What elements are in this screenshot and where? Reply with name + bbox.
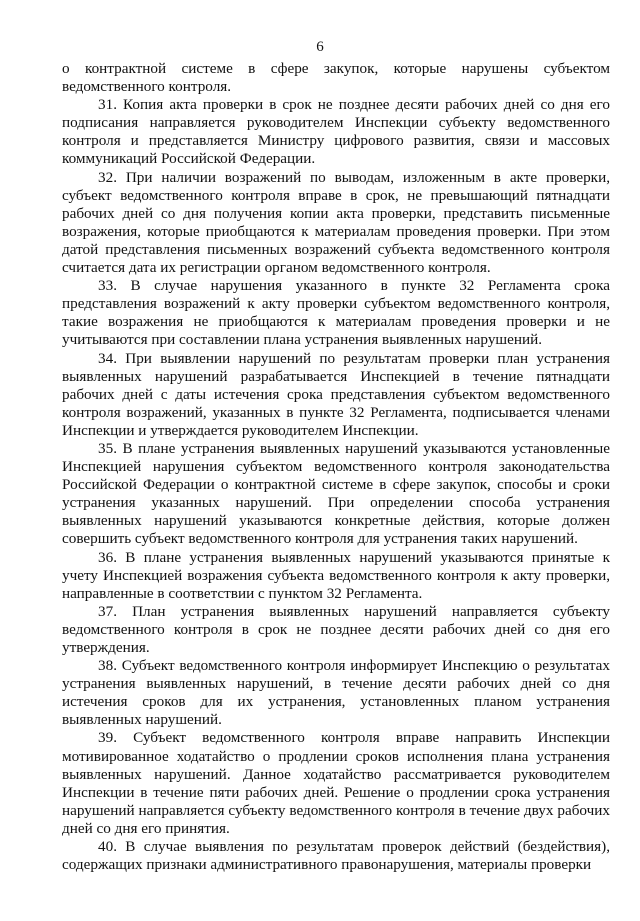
paragraph-36: 36. В плане устранения выявленных нарушений указываются принятые к учету Инспекцией возражения субъекта ведомственного контроля к акту проверки, направленные в соответствии с пунктом 32 Регламента. xyxy=(62,548,610,602)
paragraph-32: 32. При наличии возражений по выводам, изложенным в акте проверки, субъект ведомственного контроля вправе в срок, не превышающий пятнадцати рабочих дней со дня получения копии акта проверки, представить письменные возражения, которые приобщаются к материалам проведения проверки. При этом датой представления письменных возражений субъекта ведомственного контроля считается дата их регистрации органом ведомственного контроля. xyxy=(62,168,610,277)
paragraph-39: 39. Субъект ведомственного контроля вправе направить Инспекции мотивированное ходатайство о продлении сроков исполнения плана устранения выявленных нарушений. Данное ходатайство рассматривается руководителем Инспекции в течение пяти рабочих дней. Решение о продлении срока устранения нарушений направляется субъекту ведомственного контроля в течение двух рабочих дней со дня его принятия. xyxy=(62,729,610,837)
paragraph-40: 40. В случае выявления по результатам проверок действий (бездействия), содержащих признаки административного правонарушения, материалы проверки xyxy=(62,838,610,874)
page-number: 6 xyxy=(316,39,324,55)
document-body xyxy=(62,60,610,874)
paragraph-31: 31. Копия акта проверки в срок не позднее десяти рабочих дней со дня его подписания направляется руководителем Инспекции субъекту ведомственного контроля и представляется Министру цифрового развития, связи и массовых коммуникаций Российской Федерации. xyxy=(62,96,610,168)
paragraph-33: 33. В случае нарушения указанного в пункте 32 Регламента срока представления возражений к акту проверки субъектом ведомственного контроля, такие возражения не приобщаются к материалам проведения проверки и не учитываются при составлении плана устранения выявленных нарушений. xyxy=(62,277,610,349)
paragraph-37: 37. План устранения выявленных нарушений направляется субъекту ведомственного контроля в срок не позднее десяти рабочих дней со дня его утверждения. xyxy=(62,602,610,656)
paragraph-38: 38. Субъект ведомственного контроля информирует Инспекцию о результатах устранения выявленных нарушений, в течение десяти рабочих дней со дня истечения сроков для их устранения, установленных планом устранения выявленных нарушений. xyxy=(62,657,610,729)
paragraph-continuation: о контрактной системе в сфере закупок, которые нарушены субъектом ведомственного контроля. xyxy=(62,60,610,96)
paragraph-34: 34. При выявлении нарушений по результатам проверки план устранения выявленных нарушений разрабатывается Инспекцией в течение пятнадцати рабочих дней с даты истечения срока представления субъектом ведомственного контроля возражений, указанных в пункте 32 Регламента, подписывается членами Инспекции и утверждается руководителем Инспекции. xyxy=(62,349,610,439)
paragraph-35: 35. В плане устранения выявленных нарушений указываются установленные Инспекцией нарушения субъектом ведомственного контроля законодательства Российской Федерации о контрактной системе в сфере закупок, способы и сроки устранения указанных нарушений. При определении способа устранения выявленных нарушений указываются конкретные действия, которые должен совершить субъект ведомственного контроля для устранения таких нарушений. xyxy=(62,439,610,548)
